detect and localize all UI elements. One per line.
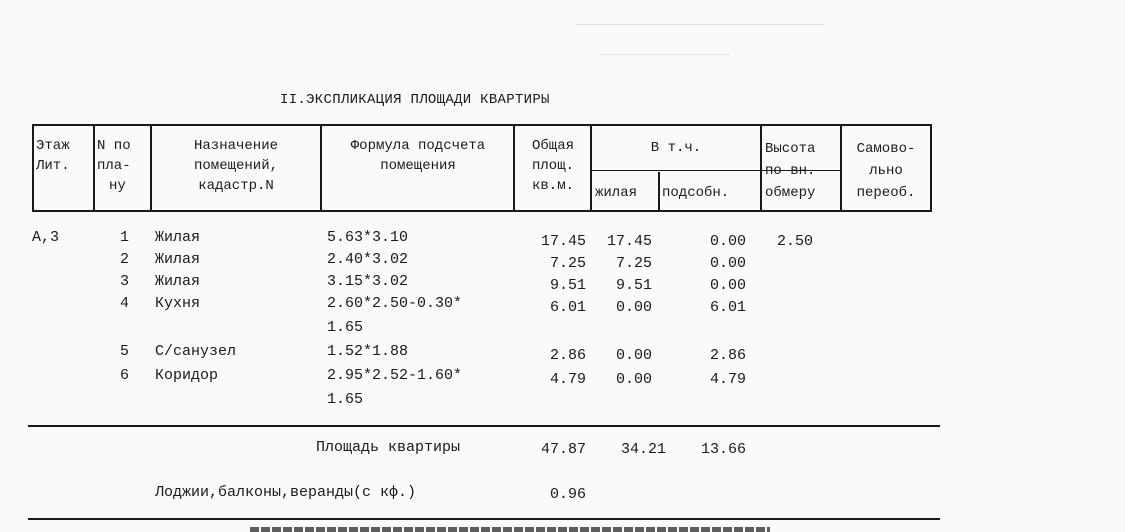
header-plan-no: N по пла- ну bbox=[97, 138, 131, 194]
section-separator bbox=[28, 425, 940, 427]
room-total: 9.51 bbox=[549, 277, 586, 294]
room-name: Коридор bbox=[155, 367, 219, 384]
bleed-through-mark bbox=[600, 42, 730, 55]
room-living: 17.45 bbox=[606, 233, 652, 250]
room-name: Жилая bbox=[155, 251, 201, 268]
bleed-through-mark bbox=[575, 10, 825, 25]
room-number: 6 bbox=[120, 367, 130, 384]
room-aux: 6.01 bbox=[709, 299, 746, 316]
apartment-area-living: 34.21 bbox=[620, 441, 666, 458]
room-aux: 4.79 bbox=[709, 371, 746, 388]
room-formula: 2.60*2.50-0.30* bbox=[327, 295, 463, 312]
col-divider bbox=[760, 124, 762, 212]
room-name: Жилая bbox=[155, 273, 201, 290]
col-divider bbox=[150, 124, 152, 212]
col-divider bbox=[93, 124, 95, 212]
room-aux: 0.00 bbox=[709, 277, 746, 294]
apartment-area-aux: 13.66 bbox=[700, 441, 746, 458]
loggias-label: Лоджии,балконы,веранды(с кф.) bbox=[155, 484, 417, 501]
bottom-separator bbox=[28, 518, 940, 520]
room-formula-cont: 1.65 bbox=[327, 319, 364, 336]
loggias-total: 0.96 bbox=[549, 486, 586, 503]
room-formula-cont: 1.65 bbox=[327, 391, 364, 408]
header-floor: Этаж Лит. bbox=[36, 138, 70, 174]
room-name: С/санузел bbox=[155, 343, 237, 360]
col-divider bbox=[930, 124, 932, 212]
room-total: 6.01 bbox=[549, 299, 586, 316]
room-living: 0.00 bbox=[615, 347, 652, 364]
room-aux: 0.00 bbox=[709, 255, 746, 272]
room-name: Жилая bbox=[155, 229, 201, 246]
room-formula: 2.40*3.02 bbox=[327, 251, 409, 268]
room-number: 1 bbox=[120, 229, 130, 246]
room-living: 7.25 bbox=[615, 255, 652, 272]
room-number: 5 bbox=[120, 343, 130, 360]
room-formula: 1.52*1.88 bbox=[327, 343, 409, 360]
apartment-area-label: Площадь квартиры bbox=[316, 439, 461, 456]
col-divider bbox=[658, 172, 660, 212]
room-total: 2.86 bbox=[549, 347, 586, 364]
floor-lit: А,3 bbox=[32, 229, 60, 246]
room-total: 4.79 bbox=[549, 371, 586, 388]
col-divider bbox=[590, 124, 592, 212]
room-aux: 0.00 bbox=[709, 233, 746, 250]
room-aux: 2.86 bbox=[709, 347, 746, 364]
room-living: 0.00 bbox=[615, 299, 652, 316]
header-total-area: Общая площ. кв.м. bbox=[531, 138, 574, 194]
col-divider bbox=[513, 124, 515, 212]
room-name: Кухня bbox=[155, 295, 201, 312]
col-divider bbox=[32, 124, 34, 212]
header-bottom-border bbox=[32, 210, 932, 212]
cut-off-text-line bbox=[250, 527, 770, 532]
col-divider bbox=[840, 124, 842, 212]
header-height: Высота по вн. обмеру bbox=[765, 141, 816, 201]
room-formula: 5.63*3.10 bbox=[327, 229, 409, 246]
room-number: 2 bbox=[120, 251, 130, 268]
room-height: 2.50 bbox=[777, 233, 814, 250]
header-purpose: Назначение помещений, кадастр.N bbox=[193, 138, 278, 194]
header-formula: Формула подсчета помещения bbox=[350, 138, 486, 174]
header-top-border bbox=[32, 124, 932, 126]
room-formula: 3.15*3.02 bbox=[327, 273, 409, 290]
apartment-area-total: 47.87 bbox=[540, 441, 586, 458]
header-living: жилая bbox=[595, 185, 638, 201]
header-auxiliary: подсобн. bbox=[662, 185, 730, 201]
room-number: 4 bbox=[120, 295, 130, 312]
room-formula: 2.95*2.52-1.60* bbox=[327, 367, 463, 384]
room-total: 17.45 bbox=[540, 233, 586, 250]
col-divider bbox=[320, 124, 322, 212]
room-living: 0.00 bbox=[615, 371, 652, 388]
header-incl: В т.ч. bbox=[650, 140, 702, 156]
document-title: II.ЭКСПЛИКАЦИЯ ПЛОЩАДИ КВАРТИРЫ bbox=[280, 92, 550, 108]
room-living: 9.51 bbox=[615, 277, 652, 294]
room-total: 7.25 bbox=[549, 255, 586, 272]
header-self-conversion: Самово- льно переоб. bbox=[856, 141, 916, 201]
room-number: 3 bbox=[120, 273, 130, 290]
